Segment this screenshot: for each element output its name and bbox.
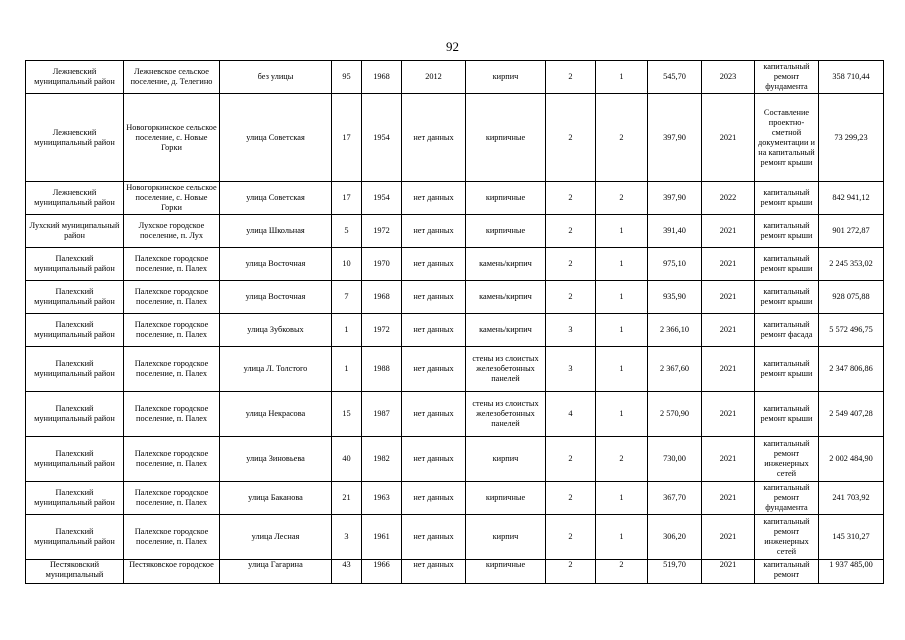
cell-house-number: 1 [332,314,362,347]
cell-cost: 358 710,44 [819,61,884,94]
cell-entrances: 1 [596,515,648,560]
cell-total-area: 397,90 [648,182,702,215]
cell-last-overhaul-year: нет данных [402,215,466,248]
cell-planned-year: 2021 [702,281,755,314]
cell-municipal-district: Пестяковский муниципальный [26,560,124,584]
cell-total-area: 545,70 [648,61,702,94]
cell-year-built: 1961 [362,515,402,560]
cell-street: улица Зубковых [220,314,332,347]
cell-settlement: Палехское городское поселение, п. Палех [124,482,220,515]
cell-cost: 145 310,27 [819,515,884,560]
cell-floors: 2 [546,61,596,94]
cell-floors: 2 [546,482,596,515]
cell-total-area: 519,70 [648,560,702,584]
cell-total-area: 935,90 [648,281,702,314]
cell-work-type: капитальный ремонт крыши [755,182,819,215]
cell-entrances: 1 [596,347,648,392]
cell-settlement: Палехское городское поселение, п. Палех [124,437,220,482]
table-row [26,560,884,584]
cell-planned-year: 2021 [702,215,755,248]
cell-wall-material: камень/кирпич [466,314,546,347]
cell-street: улица Гагарина [220,560,332,584]
housing-repair-table [25,60,884,584]
cell-year-built: 1963 [362,482,402,515]
cell-cost: 842 941,12 [819,182,884,215]
cell-planned-year: 2023 [702,61,755,94]
cell-floors: 2 [546,281,596,314]
cell-floors: 3 [546,314,596,347]
cell-total-area: 2 570,90 [648,392,702,437]
cell-house-number: 1 [332,347,362,392]
cell-entrances: 1 [596,392,648,437]
cell-street: улица Советская [220,94,332,182]
cell-year-built: 1954 [362,182,402,215]
cell-settlement: Палехское городское поселение, п. Палех [124,515,220,560]
cell-total-area: 2 366,10 [648,314,702,347]
cell-entrances: 1 [596,248,648,281]
cell-planned-year: 2021 [702,437,755,482]
cell-cost: 5 572 496,75 [819,314,884,347]
cell-total-area: 367,70 [648,482,702,515]
cell-municipal-district: Палехский муниципальный район [26,482,124,515]
cell-year-built: 1988 [362,347,402,392]
cell-work-type: капитальный ремонт крыши [755,347,819,392]
table-row [26,61,884,94]
cell-year-built: 1972 [362,314,402,347]
cell-municipal-district: Лежневский муниципальный район [26,94,124,182]
cell-municipal-district: Палехский муниципальный район [26,392,124,437]
cell-entrances: 1 [596,281,648,314]
cell-wall-material: кирпич [466,61,546,94]
cell-last-overhaul-year: нет данных [402,281,466,314]
cell-settlement: Палехское городское поселение, п. Палех [124,281,220,314]
cell-wall-material: камень/кирпич [466,281,546,314]
cell-wall-material: кирпичные [466,94,546,182]
cell-entrances: 2 [596,182,648,215]
cell-wall-material: кирпичные [466,482,546,515]
cell-planned-year: 2021 [702,94,755,182]
cell-planned-year: 2021 [702,248,755,281]
cell-street: улица Некрасова [220,392,332,437]
cell-planned-year: 2021 [702,515,755,560]
cell-last-overhaul-year: нет данных [402,482,466,515]
cell-municipal-district: Палехский муниципальный район [26,437,124,482]
cell-planned-year: 2021 [702,560,755,584]
cell-wall-material: кирпич [466,515,546,560]
cell-year-built: 1968 [362,281,402,314]
cell-year-built: 1968 [362,61,402,94]
cell-street: улица Восточная [220,248,332,281]
cell-year-built: 1972 [362,215,402,248]
cell-municipal-district: Палехский муниципальный район [26,314,124,347]
cell-street: улица Л. Толстого [220,347,332,392]
cell-house-number: 95 [332,61,362,94]
cell-entrances: 2 [596,437,648,482]
cell-house-number: 17 [332,182,362,215]
cell-last-overhaul-year: нет данных [402,347,466,392]
cell-planned-year: 2021 [702,314,755,347]
cell-entrances: 1 [596,61,648,94]
cell-house-number: 15 [332,392,362,437]
cell-wall-material: стены из слоистых железобетонных панелей [466,347,546,392]
cell-municipal-district: Лежневский муниципальный район [26,182,124,215]
cell-wall-material: кирпичные [466,182,546,215]
cell-work-type: капитальный ремонт инженерных сетей [755,437,819,482]
table-row [26,392,884,437]
cell-cost: 1 937 485,00 [819,560,884,584]
cell-cost: 2 002 484,90 [819,437,884,482]
cell-total-area: 391,40 [648,215,702,248]
cell-settlement: Новогоркинское сельское поселение, с. Новые Горки [124,182,220,215]
cell-municipal-district: Палехский муниципальный район [26,515,124,560]
cell-last-overhaul-year: нет данных [402,94,466,182]
cell-floors: 2 [546,515,596,560]
cell-last-overhaul-year: нет данных [402,314,466,347]
cell-last-overhaul-year: нет данных [402,515,466,560]
cell-planned-year: 2021 [702,347,755,392]
cell-street: улица Зиновьева [220,437,332,482]
cell-floors: 2 [546,215,596,248]
cell-total-area: 730,00 [648,437,702,482]
cell-floors: 2 [546,94,596,182]
cell-total-area: 397,90 [648,94,702,182]
cell-house-number: 43 [332,560,362,584]
cell-entrances: 2 [596,94,648,182]
cell-settlement: Палехское городское поселение, п. Палех [124,392,220,437]
cell-house-number: 40 [332,437,362,482]
cell-settlement: Лухское городское поселение, п. Лух [124,215,220,248]
cell-work-type: капитальный ремонт фундамента [755,61,819,94]
cell-settlement: Пестяковское городское [124,560,220,584]
cell-settlement: Палехское городское поселение, п. Палех [124,248,220,281]
cell-planned-year: 2021 [702,392,755,437]
cell-street: улица Школьная [220,215,332,248]
cell-work-type: капитальный ремонт фундамента [755,482,819,515]
cell-floors: 2 [546,248,596,281]
cell-floors: 2 [546,437,596,482]
cell-planned-year: 2021 [702,482,755,515]
cell-work-type: капитальный ремонт крыши [755,248,819,281]
cell-wall-material: камень/кирпич [466,248,546,281]
cell-cost: 241 703,92 [819,482,884,515]
cell-last-overhaul-year: нет данных [402,248,466,281]
cell-settlement: Палехское городское поселение, п. Палех [124,347,220,392]
cell-municipal-district: Палехский муниципальный район [26,347,124,392]
cell-street: улица Советская [220,182,332,215]
cell-last-overhaul-year: нет данных [402,560,466,584]
table-row [26,347,884,392]
cell-settlement: Палехское городское поселение, п. Палех [124,314,220,347]
cell-house-number: 21 [332,482,362,515]
cell-floors: 3 [546,347,596,392]
cell-street: улица Восточная [220,281,332,314]
cell-street: улица Баканова [220,482,332,515]
cell-work-type: капитальный ремонт крыши [755,392,819,437]
cell-work-type: капитальный ремонт крыши [755,281,819,314]
cell-year-built: 1982 [362,437,402,482]
cell-settlement: Новогоркинское сельское поселение, с. Новые Горки [124,94,220,182]
cell-year-built: 1987 [362,392,402,437]
cell-year-built: 1954 [362,94,402,182]
cell-work-type: капитальный ремонт [755,560,819,584]
table-row [26,482,884,515]
cell-year-built: 1970 [362,248,402,281]
cell-total-area: 306,20 [648,515,702,560]
table-row [26,515,884,560]
cell-entrances: 2 [596,560,648,584]
cell-cost: 928 075,88 [819,281,884,314]
cell-wall-material: кирпичные [466,560,546,584]
cell-cost: 901 272,87 [819,215,884,248]
cell-street: улица Лесная [220,515,332,560]
cell-municipal-district: Палехский муниципальный район [26,248,124,281]
cell-floors: 4 [546,392,596,437]
page-number: 92 [446,39,459,54]
cell-planned-year: 2022 [702,182,755,215]
table-row [26,248,884,281]
cell-municipal-district: Палехский муниципальный район [26,281,124,314]
cell-year-built: 1966 [362,560,402,584]
cell-entrances: 1 [596,215,648,248]
table-row [26,182,884,215]
cell-house-number: 17 [332,94,362,182]
cell-house-number: 3 [332,515,362,560]
table-row [26,437,884,482]
cell-last-overhaul-year: нет данных [402,392,466,437]
cell-house-number: 5 [332,215,362,248]
cell-municipal-district: Лухский муниципальный район [26,215,124,248]
table-row [26,281,884,314]
cell-cost: 73 299,23 [819,94,884,182]
cell-wall-material: кирпич [466,437,546,482]
cell-municipal-district: Лежневский муниципальный район [26,61,124,94]
cell-entrances: 1 [596,482,648,515]
cell-entrances: 1 [596,314,648,347]
table-row [26,94,884,182]
cell-floors: 2 [546,560,596,584]
cell-floors: 2 [546,182,596,215]
cell-work-type: капитальный ремонт крыши [755,215,819,248]
cell-settlement: Лежневское сельское поселение, д. Телегино [124,61,220,94]
table-row [26,314,884,347]
cell-last-overhaul-year: 2012 [402,61,466,94]
cell-work-type: Составление проектно-сметной документации и на капитальный ремонт крыши [755,94,819,182]
cell-total-area: 975,10 [648,248,702,281]
cell-last-overhaul-year: нет данных [402,182,466,215]
cell-wall-material: кирпичные [466,215,546,248]
cell-work-type: капитальный ремонт инженерных сетей [755,515,819,560]
cell-cost: 2 549 407,28 [819,392,884,437]
cell-work-type: капитальный ремонт фасада [755,314,819,347]
table-row [26,215,884,248]
cell-total-area: 2 367,60 [648,347,702,392]
cell-house-number: 7 [332,281,362,314]
cell-cost: 2 245 353,02 [819,248,884,281]
cell-last-overhaul-year: нет данных [402,437,466,482]
cell-street: без улицы [220,61,332,94]
cell-wall-material: стены из слоистых железобетонных панелей [466,392,546,437]
cell-cost: 2 347 806,86 [819,347,884,392]
cell-house-number: 10 [332,248,362,281]
